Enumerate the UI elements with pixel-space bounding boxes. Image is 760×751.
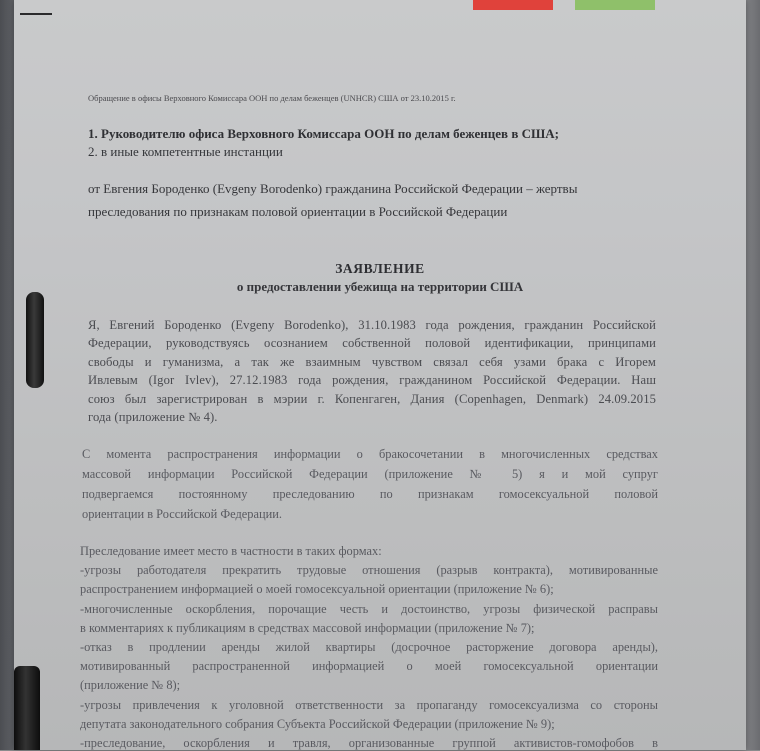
paragraph3-line: -отказ в продлении аренды жилой квартиры (досрочное расторжение договора аренды), [80,640,658,654]
paragraph3-line: -угрозы привлечения к уголовной ответственности за пропаганду гомосексуализма со стороны [80,698,658,712]
paragraph3-line: (приложение № 8); [80,678,181,692]
paragraph1-line: союз был зарегистрирован в мэрии г. Копенгаген, Дания (Copenhagen, Denmark) 24.09.2015 [88,392,656,406]
paragraph3-line: -многочисленные оскорбления, порочащие честь и достоинство, угрозы физической расправы [80,602,658,616]
document-title: ЗАЯВЛЕНИЕ [335,261,425,276]
from-line-2: преследования по признакам половой ориентации в Российской Федерации [88,204,508,219]
recipient-1: 1. Руководителю офиса Верховного Комиссара ООН по делам беженцев в США; [88,126,559,141]
from-line-1: от Евгения Бороденко (Evgeny Borodenko) гражданина Российской Федерации – жертвы [88,181,578,196]
paragraph3-line: мотивированный распространенной информацией о моей гомосексуальной ориентации [80,659,658,673]
paragraph2-line: массовой информации Российской Федерации (приложение № 5) я и мой супруг [82,467,658,481]
red-sticky-tab [473,0,553,10]
paragraph3-line: распространением информацией о моей гомосексуальной ориентации (приложение № 6); [80,582,554,596]
paragraph1-line: Я, Евгений Бороденко (Evgeny Borodenko), 31.10.1983 года рождения, гражданин Российской [88,318,656,332]
binder-clip-upper [26,292,44,388]
green-sticky-tab [575,0,655,10]
document-subtitle: о предоставлении убежища на территории США [236,279,524,294]
paragraph2-line: подвергаемся постоянному преследованию по признакам гомосексуальной половой [82,487,658,501]
binder-clip-lower [14,666,40,750]
paragraph3-line: -угрозы работодателя прекратить трудовые отношения (разрыв контракта), мотивированные [80,563,658,577]
paragraph2-line: ориентации в Российской Федерации. [82,507,282,521]
paragraph1-line: свободы и гуманизма, а так же взаимным чувством связал себя узами брака с Игорем [88,355,656,369]
paragraph2-line: С момента распространения информации о бракосочетании в многочисленных средствах [82,447,658,461]
paragraph1-line: Ивлевым (Igor Ivlev), 27.12.1983 года рождения, гражданином Российской Федерации. Наш [88,373,656,387]
paragraph1-line: года (приложение № 4). [88,410,218,424]
paragraph3-line: в комментариях к публикациям в средствах массовой информации (приложение № 7); [80,621,535,635]
header-line: Обращение в офисы Верховного Комиссара ООН по делам беженцев (UNHCR) США от 23.10.2015 г. [88,93,456,103]
recipient-2: 2. в иные компетентные инстанции [88,144,283,159]
paragraph3-line: депутата законодательного собрания Субъекта Российской Федерации (приложение № 9); [80,717,555,731]
paragraph3-line: Преследование имеет место в частности в таких формах: [80,544,382,558]
paragraph3-line: -преследование, оскорбления и травля, организованные группой активистов-гомофобов в [80,736,658,750]
pen-mark [20,13,52,15]
paragraph1-line: Федерации, руководствуясь осознанием собственной половой идентификации, принципами [88,336,656,350]
